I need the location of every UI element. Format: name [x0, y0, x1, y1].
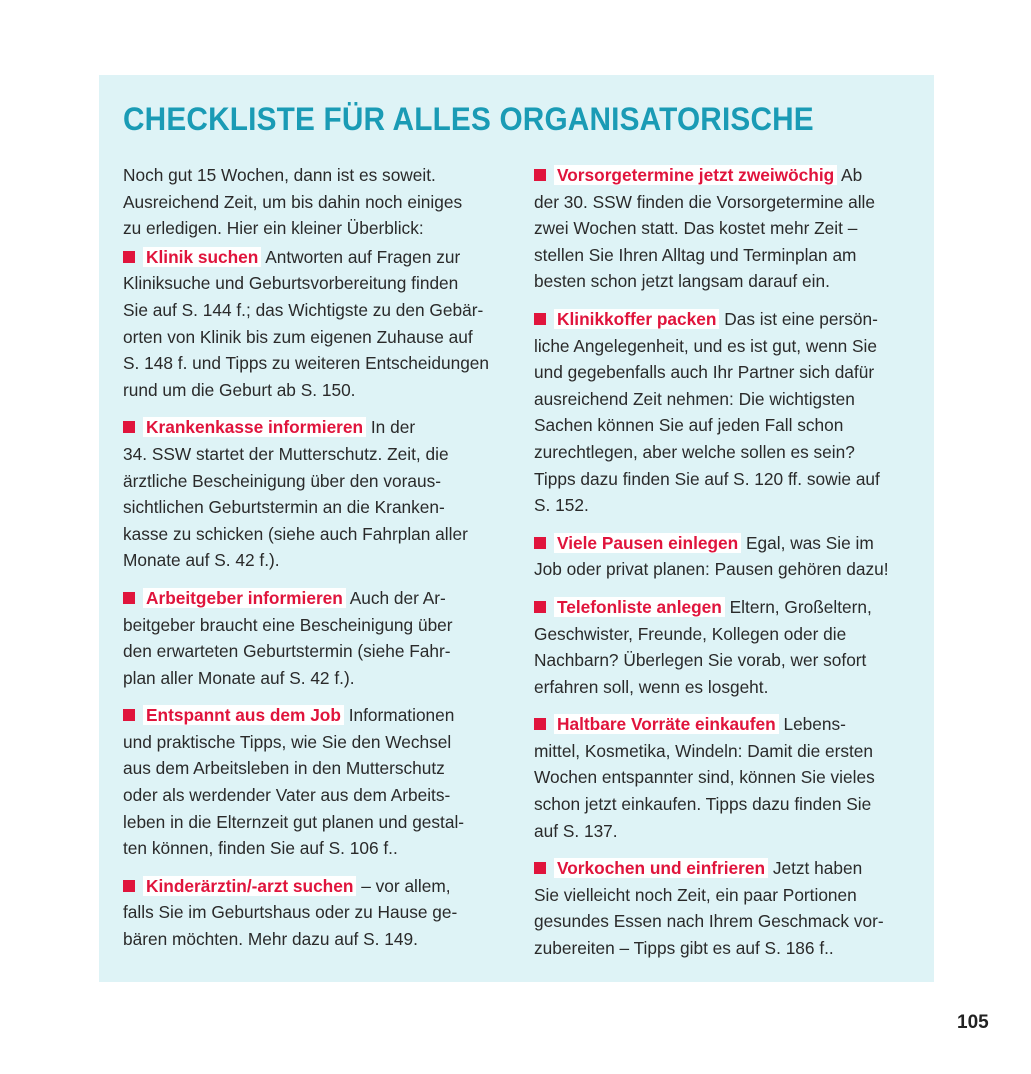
item-text-line	[123, 665, 508, 692]
item-text: beitgeber braucht eine Bescheinigung über	[123, 614, 453, 635]
checklist-item	[534, 855, 919, 961]
item-text-line	[534, 594, 919, 621]
item-text-line	[123, 377, 508, 404]
item-text: zubereiten – Tipps gibt es auf S. 186 f..	[534, 938, 834, 959]
item-text-line	[123, 835, 508, 862]
item-text: Lebens-	[778, 714, 846, 735]
item-text: Antworten auf Fragen zur	[261, 246, 461, 267]
item-text-line	[123, 926, 508, 953]
item-text: gesundes Essen nach Ihrem Geschmack vor-	[534, 911, 884, 932]
item-text-line	[534, 530, 919, 557]
item-text-line	[534, 738, 919, 765]
item-heading: Arbeitgeber informieren	[143, 588, 346, 608]
item-text-line	[534, 621, 919, 648]
red-square-bullet-icon	[123, 251, 135, 263]
intro-paragraph	[123, 162, 508, 242]
item-text-line	[123, 585, 508, 612]
item-text-line	[123, 729, 508, 756]
left-column	[123, 162, 508, 964]
item-text: Tipps dazu finden Sie auf S. 120 ff. sowie auf	[534, 468, 880, 489]
item-text: und praktische Tipps, wie Sie den Wechsel	[123, 731, 452, 752]
item-text: Das ist eine persön-	[719, 308, 878, 329]
red-square-bullet-icon	[534, 313, 546, 325]
red-square-bullet-icon	[534, 169, 546, 181]
item-text-line	[534, 556, 919, 583]
item-text-line	[123, 324, 508, 351]
item-text-line	[123, 638, 508, 665]
item-text-line	[534, 466, 919, 493]
item-text-line	[534, 935, 919, 962]
intro-line: Ausreichend Zeit, um bis dahin noch einiges	[123, 191, 463, 212]
item-heading: Klinik suchen	[143, 247, 261, 267]
item-text-line	[534, 855, 919, 882]
checklist-item	[534, 306, 919, 519]
item-text: Geschwister, Freunde, Kollegen oder die	[534, 623, 847, 644]
item-heading: Viele Pausen einlegen	[554, 533, 741, 553]
item-text: besten schon jetzt langsam darauf ein.	[534, 271, 830, 292]
checklist-item	[534, 162, 919, 295]
red-square-bullet-icon	[534, 862, 546, 874]
item-text: kasse zu schicken (siehe auch Fahrplan aller	[123, 523, 468, 544]
item-text-line	[123, 809, 508, 836]
item-text-line	[534, 764, 919, 791]
item-text-line	[534, 492, 919, 519]
red-square-bullet-icon	[123, 421, 135, 433]
item-text: orten von Klinik bis zum eigenen Zuhause auf	[123, 326, 473, 347]
item-text: Ab	[837, 165, 863, 185]
item-text-line	[123, 270, 508, 297]
red-square-bullet-icon	[534, 601, 546, 613]
item-text: Auch der Ar-	[345, 587, 446, 608]
item-text-line	[123, 899, 508, 926]
item-text: In der	[366, 417, 416, 438]
item-text-line	[123, 547, 508, 574]
item-text-line	[534, 791, 919, 818]
item-text: falls Sie im Geburtshaus oder zu Hause ge-	[123, 902, 458, 923]
item-text: Job oder privat planen: Pausen gehören dazu!	[534, 559, 889, 580]
item-text-line	[534, 439, 919, 466]
item-text-line	[534, 333, 919, 360]
item-heading: Kinderärztin/-arzt suchen	[143, 876, 356, 896]
item-text: Eltern, Großeltern,	[724, 596, 872, 617]
item-text: S. 148 f. und Tipps zu weiteren Entscheidungen	[123, 353, 490, 374]
item-text-line	[534, 359, 919, 386]
item-text: Sachen können Sie auf jeden Fall schon	[534, 415, 844, 436]
item-text: sichtlichen Geburtstermin an die Kranken-	[123, 497, 445, 518]
red-square-bullet-icon	[534, 537, 546, 549]
item-text-line	[123, 350, 508, 377]
item-text: Sie vielleicht noch Zeit, ein paar Portionen	[534, 884, 857, 905]
item-heading: Klinikkoffer packen	[554, 309, 719, 329]
item-text-line	[534, 306, 919, 333]
item-text: Egal, was Sie im	[741, 532, 874, 553]
page-title: CHECKLISTE FÜR ALLES ORGANISATORISCHE	[123, 101, 814, 137]
item-text-line	[123, 468, 508, 495]
item-text: Informationen	[343, 705, 455, 726]
item-heading: Vorsorgetermine jetzt zweiwöchig	[554, 165, 837, 185]
item-text-line	[534, 818, 919, 845]
checklist-box	[99, 75, 934, 982]
item-heading: Telefonliste anlegen	[554, 597, 725, 617]
checklist-item	[534, 530, 919, 583]
item-heading: Haltbare Vorräte einkaufen	[554, 714, 779, 734]
item-text: auf S. 137.	[534, 820, 618, 841]
item-text: Nachbarn? Überlegen Sie vorab, wer sofort	[534, 650, 867, 671]
item-text-line	[123, 782, 508, 809]
checklist-item	[123, 244, 508, 404]
item-text: ausreichend Zeit nehmen: Die wichtigsten	[534, 388, 855, 409]
item-text-line	[123, 702, 508, 729]
item-text: mittel, Kosmetika, Windeln: Damit die ersten	[534, 740, 874, 761]
item-text-line	[534, 162, 919, 189]
item-text-line	[534, 386, 919, 413]
item-text: liche Angelegenheit, und es ist gut, wenn Sie	[534, 335, 877, 356]
item-text-line	[534, 215, 919, 242]
item-text: zurechtlegen, aber welche sollen es sein?	[534, 441, 855, 462]
item-text-line	[534, 647, 919, 674]
item-text: plan aller Monate auf S. 42 f.).	[123, 667, 355, 688]
item-text: – vor allem,	[356, 875, 451, 896]
item-text-line	[123, 612, 508, 639]
item-text-line	[123, 494, 508, 521]
item-heading: Krankenkasse informieren	[143, 417, 366, 437]
intro-line: Noch gut 15 Wochen, dann ist es soweit.	[123, 165, 436, 185]
item-text-line	[534, 189, 919, 216]
red-square-bullet-icon	[534, 718, 546, 730]
item-text: stellen Sie Ihren Alltag und Terminplan am	[534, 244, 857, 265]
red-square-bullet-icon	[123, 592, 135, 604]
item-heading: Vorkochen und einfrieren	[554, 858, 768, 878]
item-text: S. 152.	[534, 495, 589, 516]
item-text: den erwarteten Geburtstermin (siehe Fahr-	[123, 641, 451, 662]
item-text-line	[123, 873, 508, 900]
item-text: ten können, finden Sie auf S. 106 f..	[123, 838, 398, 859]
item-text-line	[123, 521, 508, 548]
item-text: Monate auf S. 42 f.).	[123, 550, 280, 571]
item-text-line	[534, 412, 919, 439]
item-text: Kliniksuche und Geburtsvorbereitung finden	[123, 273, 459, 294]
item-text: zwei Wochen statt. Das kostet mehr Zeit –	[534, 218, 858, 239]
item-text-line	[123, 297, 508, 324]
item-text: erfahren soll, wenn es losgeht.	[534, 676, 769, 697]
item-text: Wochen entspannter sind, können Sie vieles	[534, 767, 875, 788]
checklist-item	[534, 594, 919, 700]
item-text: leben in die Elternzeit gut planen und gestal-	[123, 811, 465, 832]
item-text-line	[534, 674, 919, 701]
item-text-line	[534, 882, 919, 909]
item-text: aus dem Arbeitsleben in den Mutterschutz	[123, 758, 445, 779]
item-text-line	[123, 244, 508, 271]
item-text: Sie auf S. 144 f.; das Wichtigste zu den Gebär-	[123, 299, 484, 320]
page-number: 105	[957, 1012, 989, 1033]
item-text: und gegebenfalls auch Ihr Partner sich dafür	[534, 362, 875, 383]
item-text-line	[123, 755, 508, 782]
item-text: ärztliche Bescheinigung über den voraus-	[123, 470, 441, 491]
item-text-line	[534, 268, 919, 295]
right-column	[534, 162, 919, 973]
intro-line: zu erledigen. Hier ein kleiner Überblick:	[123, 218, 424, 239]
red-square-bullet-icon	[123, 709, 135, 721]
item-text-line	[123, 414, 508, 441]
item-text: der 30. SSW finden die Vorsorgetermine alle	[534, 191, 876, 212]
item-text: rund um die Geburt ab S. 150.	[123, 379, 356, 400]
checklist-item	[123, 414, 508, 574]
item-text: 34. SSW startet der Mutterschutz. Zeit, die	[123, 443, 449, 464]
red-square-bullet-icon	[123, 880, 135, 892]
item-text: Jetzt haben	[768, 858, 863, 879]
checklist-item	[123, 585, 508, 691]
item-text: schon jetzt einkaufen. Tipps dazu finden Sie	[534, 794, 872, 815]
checklist-item	[534, 711, 919, 844]
item-text-line	[534, 242, 919, 269]
item-text: bären möchten. Mehr dazu auf S. 149.	[123, 929, 418, 950]
checklist-item	[123, 873, 508, 953]
item-text-line	[123, 441, 508, 468]
checklist-item	[123, 702, 508, 862]
item-text: oder als werdender Vater aus dem Arbeits-	[123, 785, 451, 806]
item-text-line	[534, 711, 919, 738]
item-heading: Entspannt aus dem Job	[143, 705, 344, 725]
item-text-line	[534, 908, 919, 935]
